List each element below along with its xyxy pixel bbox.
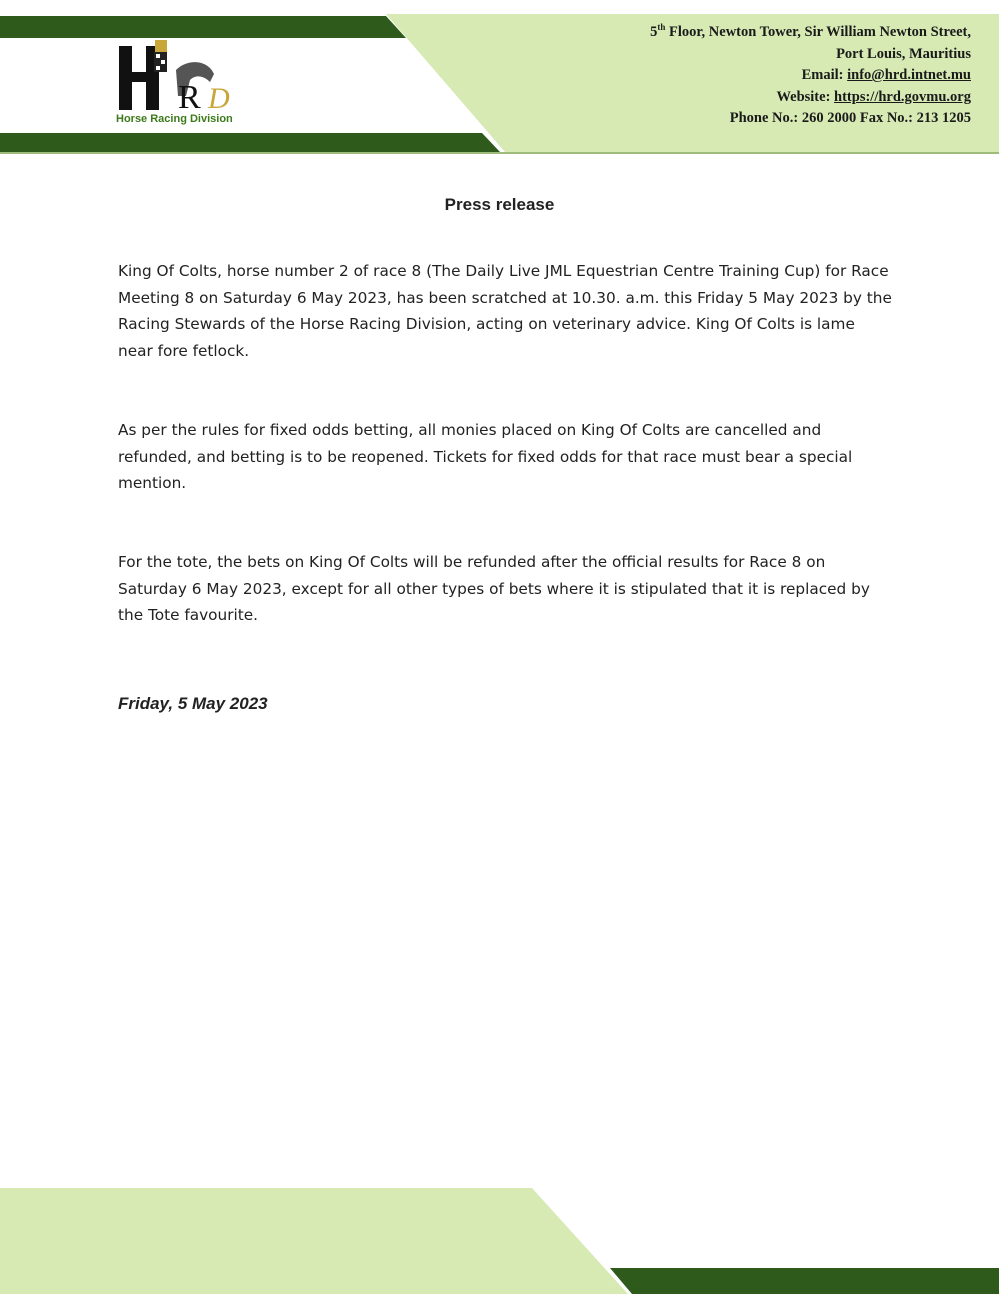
website-line	[650, 87, 971, 109]
svg-text:R: R	[178, 79, 201, 116]
website-link[interactable]: https://hrd.govmu.org	[834, 88, 971, 105]
address-line-1	[650, 22, 971, 44]
svg-text:D: D	[208, 82, 230, 115]
floor-number: 5	[650, 24, 658, 40]
website-label: Website:	[776, 88, 835, 105]
email-label: Email:	[801, 67, 848, 83]
paragraph-tote: For the tote, the bets on King Of Colts will be refunded after the official results for Race 8 on Saturday 6 May 2023, except for all other types of bets where it is stipulated that it is replaced by the Tote favourite.	[118, 553, 870, 624]
address-line-1-text: Floor, Newton Tower, Sir William Newton Street,	[665, 24, 971, 40]
contact-block	[650, 22, 971, 130]
email-line	[650, 65, 971, 87]
document-date: Friday, 5 May 2023	[118, 694, 268, 713]
document-title: Press release	[444, 195, 555, 214]
logo-caption: Horse Racing Division	[116, 113, 233, 125]
address-line-2: Port Louis, Mauritius	[836, 45, 971, 62]
footer-banner	[0, 1188, 999, 1294]
paragraph-fixed-odds: As per the rules for fixed odds betting, all monies placed on King Of Colts are cancelled and refunded, and betting is to be reopened. Tickets for fixed odds for that race must bear a special mention.	[118, 421, 853, 492]
floor-suffix: th	[657, 22, 666, 33]
paragraph-scratching: King Of Colts, horse number 2 of race 8 (The Daily Live JML Equestrian Centre Training Cup) for Race Meeting 8 on Saturday 6 May 2023, has been scratched at 10.30. a.m. this Friday 5 May 2023 by the Racing Stewards of the Horse Racing Division, acting on veterinary advice. King Of Colts is lame near fore fetlock.	[118, 262, 892, 360]
phone-fax-line: Phone No.: 260 2000 Fax No.: 213 1205	[729, 110, 971, 126]
email-link[interactable]: info@hrd.intnet.mu	[847, 67, 971, 83]
